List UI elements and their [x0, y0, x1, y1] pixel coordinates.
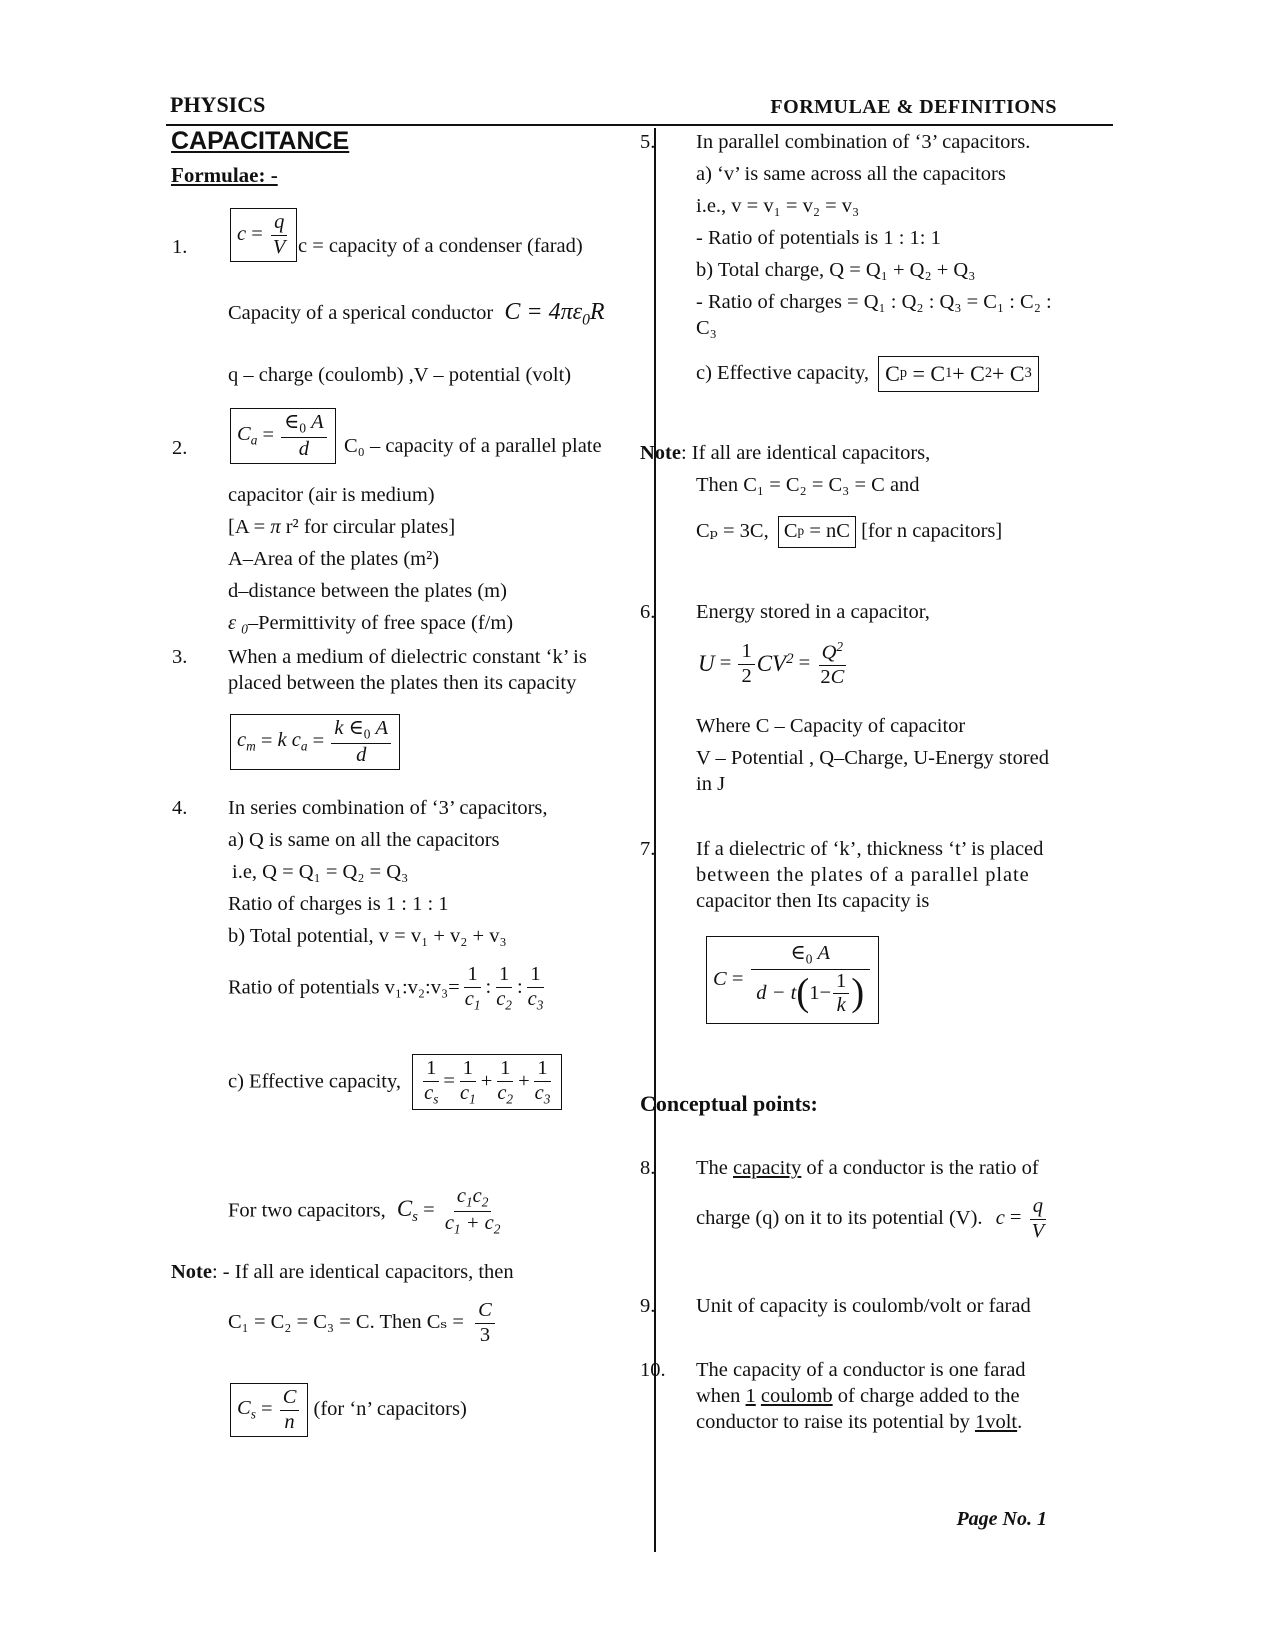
formula-2-box: $C_a$ = $\frac{\in_0 A}{d}$ [230, 408, 336, 464]
series-effective-text: c) Effective capacity, [228, 1070, 401, 1093]
formula-4-line-3: i.e, Q = Q₁ = Q₂ = Q₃ [232, 861, 409, 883]
point-10-text-d: of charge added to the [832, 1385, 1020, 1407]
n-capacitors-box: $C_s$ = $\frac{C}{n}$ [230, 1383, 308, 1437]
item-number-6: 6. [640, 601, 656, 623]
item-number-5: 5. [640, 131, 656, 153]
parallel-note-line-3 [696, 516, 1002, 548]
formula-7-line-2: between the plates of a parallel plate [696, 864, 1030, 886]
formula-5-line-4: - Ratio of potentials is 1 : 1: 1 [696, 227, 941, 249]
spherical-formula: $C = 4\pi\varepsilon_0R$ [504, 299, 605, 329]
formula-4-line-1: In series combination of ‘3’ capacitors, [228, 797, 548, 819]
series-effective-line [228, 1054, 562, 1110]
parallel-n-text: [for n capacitors] [861, 520, 1003, 542]
formula-3-line-2: placed between the plates then its capacity [228, 672, 577, 694]
formula-6-line-3: V – Potential , Q–Charge, U-Energy stored [696, 747, 1050, 769]
point-10-when: when [696, 1385, 746, 1407]
spherical-conductor-text: Capacity of a sperical conductor [228, 302, 494, 324]
formula-7-line-3: capacitor then Its capacity is [696, 890, 930, 912]
item-number-4: 4. [172, 797, 188, 819]
point-8-text-2: charge (q) on it to its potential (V). [696, 1207, 983, 1230]
formula-5-line-2: a) ‘v’ is same across all the capacitors [696, 163, 1006, 185]
charge-potential-units: q – charge (coulomb) ,V – potential (volt) [228, 364, 572, 386]
parallel-3c-text: Cₚ = 3C, [696, 520, 769, 542]
parallel-effective-line [696, 356, 1039, 392]
formula-2-line-1: capacitor (air is medium) [228, 484, 435, 506]
point-8-text-a: The [696, 1157, 733, 1179]
formula-1 [230, 208, 297, 262]
parallel-note-label: Note [640, 442, 681, 464]
parallel-note [640, 441, 930, 467]
point-10-coulomb-underlined: coulomb [760, 1385, 833, 1407]
spherical-conductor-line [228, 297, 605, 330]
formula-6-line-4: in J [696, 773, 726, 795]
formula-5-line-6: - Ratio of charges = Q₁ : Q₂ : Q₃ = C₁ : C₂ : [696, 291, 1052, 313]
point-10-period: . [1017, 1411, 1023, 1433]
epsilon-symbol: ε $_0$ [228, 612, 248, 637]
point-10-line-1: The capacity of a conductor is one farad [696, 1359, 1026, 1381]
formula-4-line-2: a) Q is same on all the capacitors [228, 829, 500, 851]
series-effective-box: $\frac{1}{c_s}$ = $\frac{1}{c_1}$ + $\frac{1}{c_2}$ + $\frac{1}{c_3}$ [412, 1054, 562, 1110]
formula-2-line-2 [228, 515, 455, 541]
potential-ratio-line: Ratio of potentials v₁:v₂:v₃= $\frac{1}{c_1}$ : $\frac{1}{c_2}$ : $\frac{1}{c_3}$ [228, 963, 544, 1013]
dielectric-formula-box: C = $\in_0$ A d − t ( 1− $\frac{1}{k}$ ) [706, 936, 879, 1024]
formula-3-line-1: When a medium of dielectric constant ‘k’ is [228, 646, 587, 668]
point-8-line-2: charge (q) on it to its potential (V). c = $\frac{q}{V}$ [696, 1195, 1045, 1242]
item-number-3: 3. [172, 646, 188, 668]
formula-3 [230, 714, 400, 770]
series-note-label: Note [171, 1261, 212, 1283]
formula-3-box: $c_m$ = k $c_a$ = $\frac{k \in_0 A}{d}$ [230, 714, 400, 770]
identical-series-text: C₁ = C₂ = C₃ = C. Then Cₛ = [228, 1311, 464, 1334]
formula-5-line-3: i.e., v = v₁ = v₂ = v₃ [696, 195, 860, 217]
point-8-text-c: of a conductor is the ratio of [801, 1157, 1039, 1179]
formula-7-line-1: If a dielectric of ‘k’, thickness ‘t’ is placed [696, 838, 1044, 860]
energy-formula: U = $\frac{1}{2}$ $CV^2$ = $\frac{Q^2}{2C}$ [698, 639, 845, 688]
point-10-text-3a: conductor to raise its potential by [696, 1411, 975, 1433]
point-10-one-underlined: 1 [745, 1385, 756, 1407]
item-number-7: 7. [640, 838, 656, 860]
formula-5-line-5: b) Total charge, Q = Q₁ + Q₂ + Q₃ [696, 259, 976, 281]
point-10-line-3 [696, 1410, 1022, 1436]
permittivity-text: –Permittivity of free space (f/m) [247, 612, 514, 634]
point-8-line-1 [696, 1156, 1039, 1182]
header-subject: PHYSICS [170, 92, 266, 117]
formula-6-line-1: Energy stored in a capacitor, [696, 601, 930, 623]
formula-2-line-4: d–distance between the plates (m) [228, 580, 507, 602]
section-title: CAPACITANCE [171, 127, 350, 155]
formula-5-line-7: C₃ [696, 317, 717, 339]
item-number-9: 9. [640, 1295, 656, 1317]
two-capacitors-text: For two capacitors, [228, 1199, 386, 1222]
formula-2-desc: C₀ – capacity of a parallel plate [344, 435, 602, 457]
conceptual-heading: Conceptual points: [640, 1091, 818, 1116]
area-bracket-rest: r² for circular plates] [280, 516, 456, 538]
potential-ratio-text: Ratio of potentials v₁:v₂:v₃= [228, 976, 460, 999]
formula-6-line-2: Where C – Capacity of capacitor [696, 715, 966, 737]
formula-5-line-1: In parallel combination of ‘3’ capacitors. [696, 131, 1031, 153]
n-capacitors-series [230, 1383, 467, 1437]
right-column [640, 0, 1275, 1650]
n-capacitors-text: (for ‘n’ capacitors) [313, 1398, 467, 1421]
formula-2 [230, 408, 336, 464]
parallel-note-line-2: Then C₁ = C₂ = C₃ = C and [696, 474, 920, 496]
pi-symbol: π [270, 516, 281, 538]
identical-series-line: C₁ = C₂ = C₃ = C. Then Cₛ = $\frac{C}{3}$ [228, 1300, 497, 1346]
formula-2-line-5 [228, 611, 513, 638]
formula-1-desc: c = capacity of a condenser (farad) [298, 235, 583, 257]
two-capacitors-line: For two capacitors, $C_s$ = $\frac{c_1c_2}{c_1 + c_2}$ [228, 1185, 501, 1237]
formula-1-box: c = $\frac{q}{V}$ [230, 208, 297, 262]
formulae-heading: Formulae: - [171, 163, 278, 187]
point-8-capacity-underlined: capacity [733, 1157, 802, 1179]
point-9-line-1: Unit of capacity is coulomb/volt or farad [696, 1295, 1031, 1317]
area-bracket-open: [A = [228, 516, 271, 538]
point-10-line-2 [696, 1384, 1020, 1410]
formula-2-line-3: A–Area of the plates (m²) [228, 548, 440, 570]
item-number-1: 1. [172, 236, 188, 258]
point-10-volt-underlined: 1volt [974, 1411, 1018, 1433]
page-number: Page No. 1 [956, 1508, 1047, 1530]
parallel-effective-text: c) Effective capacity, [696, 361, 869, 384]
item-number-10: 10. [640, 1359, 666, 1381]
formula-4-line-4: Ratio of charges is 1 : 1 : 1 [228, 893, 449, 915]
parallel-note-text: : If all are identical capacitors, [680, 442, 931, 464]
series-note-text: : - If all are identical capacitors, then [211, 1261, 514, 1283]
dielectric-formula [706, 936, 879, 1024]
parallel-effective-box: C p = C 1 + C 2 + C 3 [878, 356, 1039, 392]
parallel-nc-box: C p = nC [778, 516, 856, 548]
item-number-8: 8. [640, 1157, 656, 1179]
formula-4-line-5: b) Total potential, v = v₁ + v₂ + v₃ [228, 925, 507, 947]
series-note [171, 1260, 514, 1286]
header-title: FORMULAE & DEFINITIONS [770, 96, 1057, 118]
item-number-2: 2. [172, 437, 188, 459]
